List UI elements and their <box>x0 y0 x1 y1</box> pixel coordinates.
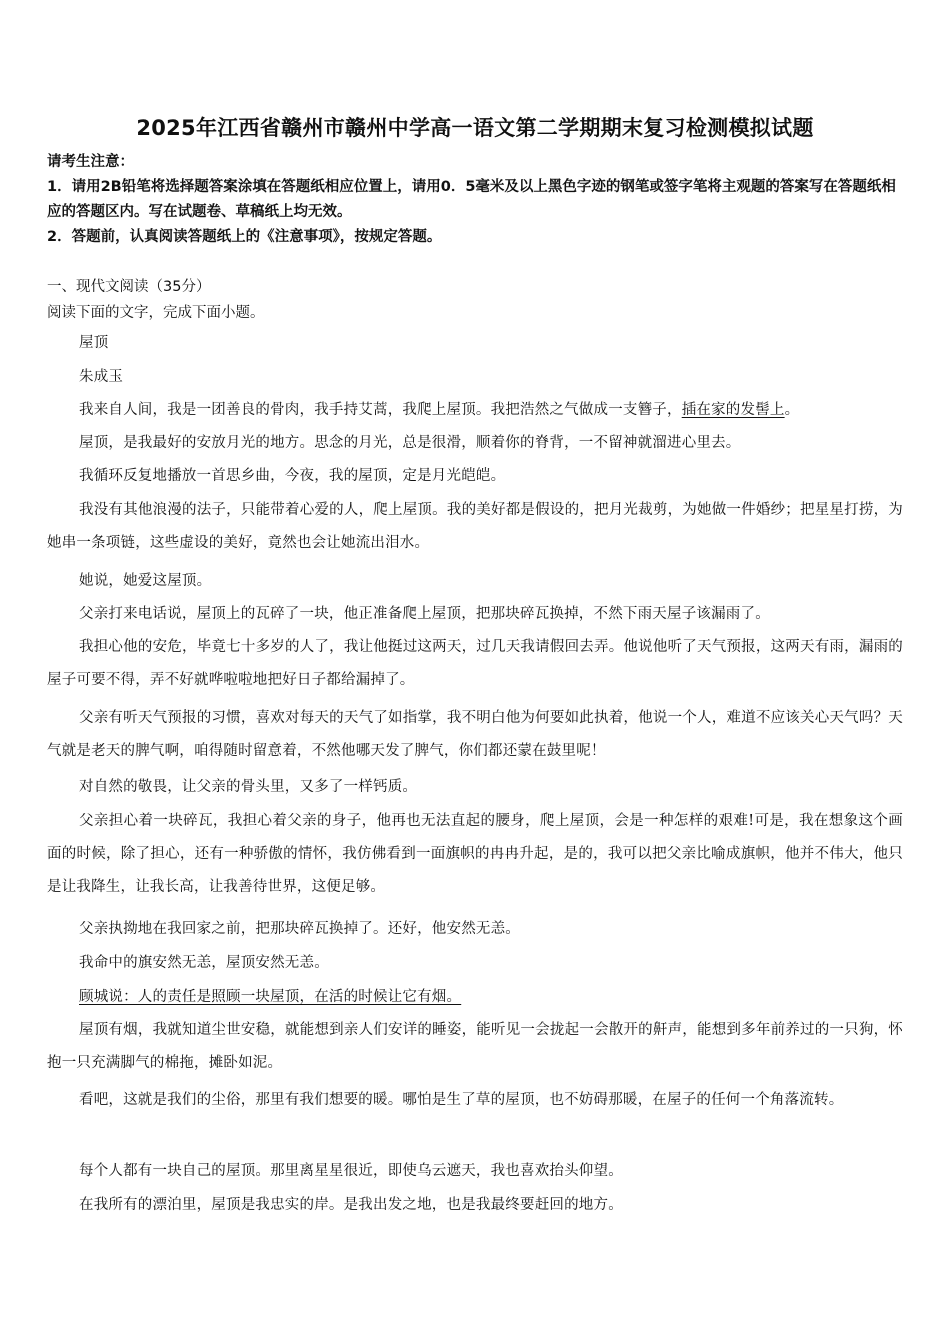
paragraph-13 <box>47 981 903 1014</box>
paragraph-3: 我循环反复地播放一首思乡曲，今夜，我的屋顶，定是月光皑皑。 <box>79 468 506 484</box>
paragraph-8: 父亲有听天气预报的习惯，喜欢对每天的天气了如指掌，我不明白他为何要如此执着，他说一个人，难道不应该关心天气吗？天气就是老天的脾气啊，咱得随时留意着，不然他哪天发了脾气，你们都还蒙在鼓里呢！ <box>47 710 903 759</box>
paragraph-14: 屋顶有烟，我就知道尘世安稳，就能想到亲人们安详的睡姿，能听见一会拢起一会散开的鼾声，能想到多年前养过的一只狗，怀抱一只充满脚气的棉拖，摊卧如泥。 <box>47 1022 903 1071</box>
section-intro: 阅读下面的文字，完成下面小题。 <box>47 305 265 321</box>
paragraph-17: 在我所有的漂泊里，屋顶是我忠实的岸。是我出发之地，也是我最终要赶回的地方。 <box>79 1197 623 1213</box>
paragraph-10: 父亲担心着一块碎瓦，我担心着父亲的身子，他再也无法直起的腰身，爬上屋顶，会是一种怎样的艰难!可是，我在想象这个画面的时候，除了担心，还有一种骄傲的情怀，我仿佛看到一面旗帜的冉冉升起，是的，我可以把父亲比喻成旗帜，他并不伟大，他只是让我降生，让我长高，让我善待世界，这便足够。 <box>47 813 903 895</box>
underlined-phrase: 插在家的发髻上 <box>681 402 785 418</box>
paragraph-7: 我担心他的安危，毕竟七十多岁的人了，我让他挺过这两天，过几天我请假回去弄。他说他听了天气预报，这两天有雨，漏雨的屋子可要不得，弄不好就哗啦啦地把好日子都给漏掉了。 <box>47 639 903 688</box>
paragraph-5: 她说，她爱这屋顶。 <box>79 573 212 589</box>
paragraph-9: 对自然的敬畏，让父亲的骨头里，又多了一样钙质。 <box>79 779 418 795</box>
paragraph-4: 我没有其他浪漫的法子，只能带着心爱的人，爬上屋顶。我的美好都是假设的，把月光裁剪，为她做一件婚纱；把星星打捞，为她串一条项链，这些虚设的美好，竟然也会让她流出泪水。 <box>47 502 903 551</box>
paragraph-1 <box>47 394 903 427</box>
notice-heading: 请考生注意： <box>47 154 134 170</box>
paragraph-1-text: 我来自人间，我是一团善良的骨肉，我手持艾蒿，我爬上屋顶。我把浩然之气做成一支簪子， <box>79 402 682 418</box>
paragraph-11: 父亲执拗地在我回家之前，把那块碎瓦换掉了。还好，他安然无恙。 <box>79 921 520 937</box>
paragraph-6: 父亲打来电话说，屋顶上的瓦碎了一块，他正准备爬上屋顶，把那块碎瓦换掉，不然下雨天屋子该漏雨了。 <box>79 606 770 622</box>
paragraph-1-end: 。 <box>784 402 800 418</box>
article-author: 朱成玉 <box>79 369 124 385</box>
paragraph-2: 屋顶，是我最好的安放月光的地方。思念的月光，总是很滑，顺着你的脊背，一不留神就溜进心里去。 <box>79 435 741 451</box>
section-heading: 一、现代文阅读（35分） <box>47 279 211 295</box>
article-title: 屋顶 <box>79 335 109 351</box>
notice-item-1: 1．请用2B铅笔将选择题答案涂填在答题纸相应位置上，请用0．5毫米及以上黑色字迹的钢笔或签字笔将主观题的答案写在答题纸相应的答题区内。写在试题卷、草稿纸上均无效。 <box>47 179 896 220</box>
paragraph-16: 每个人都有一块自己的屋顶。那里离星星很近，即使乌云遮天，我也喜欢抬头仰望。 <box>79 1163 623 1179</box>
paragraph-12: 我命中的旗安然无恙，屋顶安然无恙。 <box>79 955 329 971</box>
exam-title: 2025年江西省赣州市赣州中学高一语文第二学期期末复习检测模拟试题 <box>136 116 814 140</box>
underlined-quote: 顾城说：人的责任是照顾一块屋顶，在活的时候让它有烟。 <box>79 989 462 1005</box>
paragraph-15: 看吧，这就是我们的尘俗，那里有我们想要的暖。哪怕是生了草的屋顶，也不妨碍那暖，在屋子的任何一个角落流转。 <box>79 1092 844 1108</box>
notice-item-2: 2．答题前，认真阅读答题纸上的《注意事项》，按规定答题。 <box>47 229 442 245</box>
